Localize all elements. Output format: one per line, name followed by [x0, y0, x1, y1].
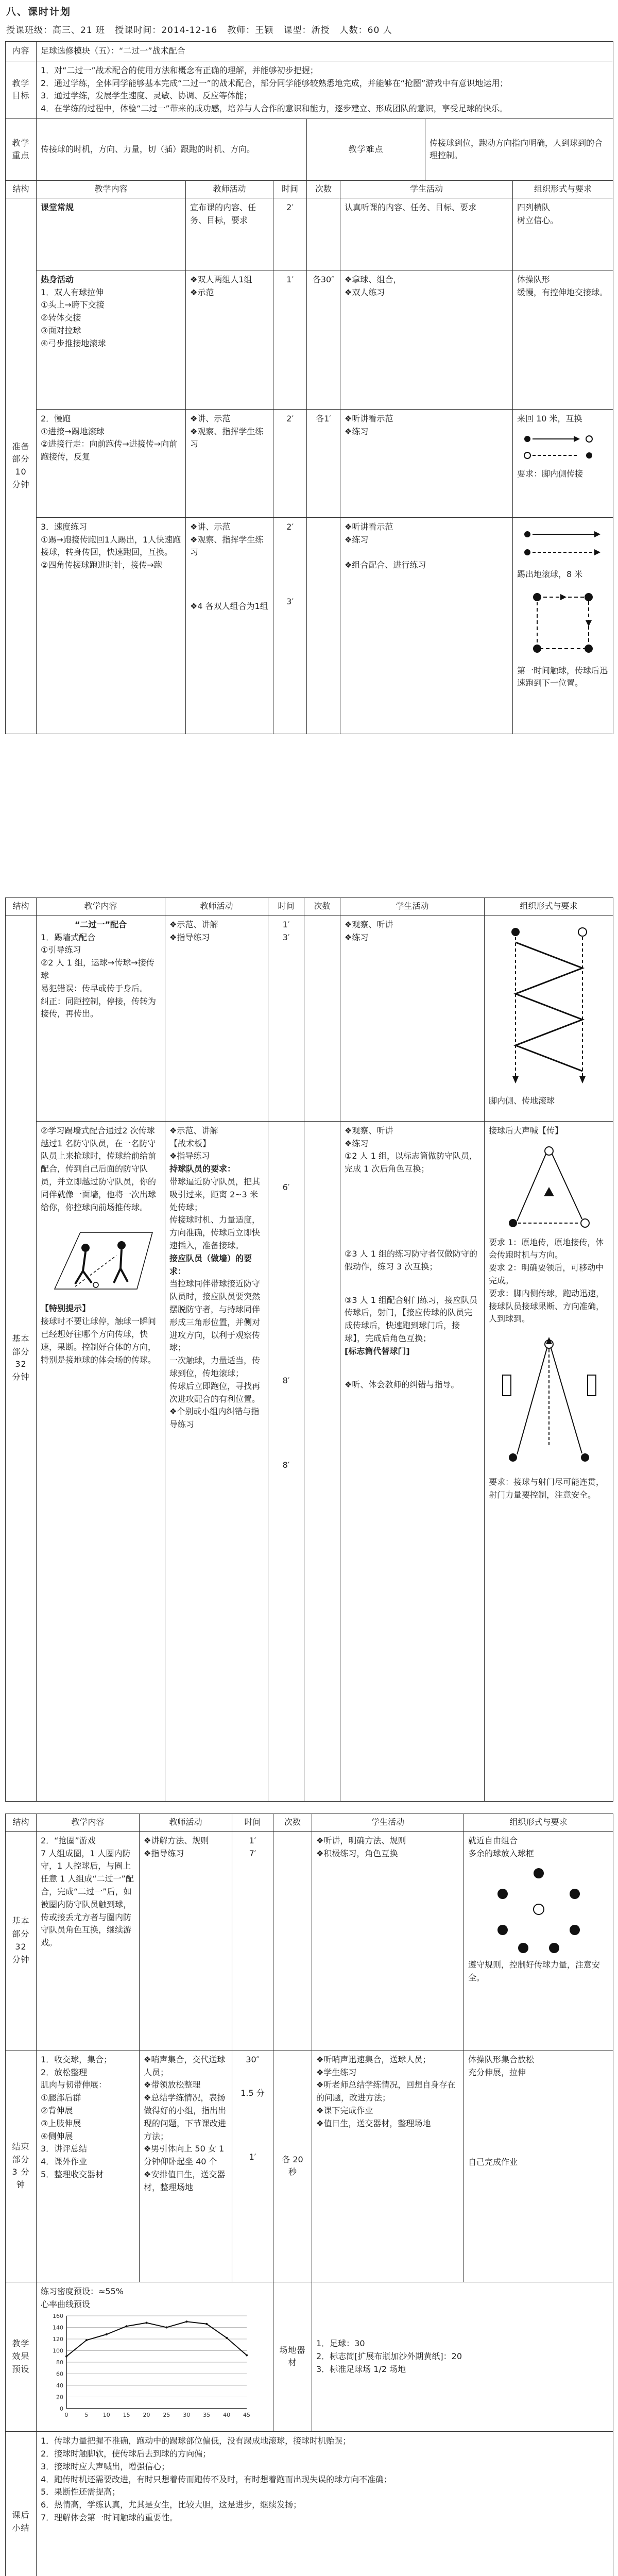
game-org-top: 就近自由组合 多余的球放入球框 — [468, 1835, 535, 1858]
basic-time-1 — [268, 915, 304, 1121]
ball-marker — [93, 1282, 98, 1287]
jog-org-note2: 要求：脚内侧传接 — [517, 468, 583, 479]
x-tick-label: 5 — [84, 2412, 89, 2419]
end-org-2: 自己完成作业 — [468, 2157, 518, 2167]
basic-head: “二过一”配合 — [74, 919, 127, 929]
end-time — [232, 2050, 273, 2282]
basic-time-1b: 3′ — [282, 932, 290, 942]
shooting-diagram — [497, 1329, 600, 1473]
heart-rate-point — [185, 2321, 187, 2323]
student2-d: ②3 人 1 组的练习防守者仅做防守的假动作，练习 3 次互换； — [345, 1248, 477, 1272]
routine-teacher: 宣布课的内容、任务、目标，要求 — [186, 198, 273, 270]
basic-row-2 — [6, 1121, 613, 1801]
routine-student: 认真听课的内容、任务、目标、要求 — [340, 198, 513, 270]
speed-teacher-1: ❖讲、示范 ❖观察、指挥学生练习 — [190, 521, 264, 557]
defender-marker — [544, 1187, 554, 1196]
player-marker — [497, 1925, 508, 1935]
end-time-3: 1′ — [249, 2152, 256, 2162]
player-marker — [524, 436, 530, 442]
heart-rate-point — [226, 2337, 228, 2339]
speed-time-1: 2′ — [286, 521, 294, 532]
teacher2-f: 传接球时机、力量适度，方向准确，传球后立即快速插入，准备接球。 — [169, 1215, 261, 1250]
teacher2-c: ❖指导练习 — [169, 1151, 210, 1161]
game-student: ❖听讲，明确方法、规则 ❖积极练习，角色互换 — [312, 1831, 464, 2050]
arrow-head — [579, 1076, 586, 1083]
speed-org — [513, 517, 613, 734]
basic-student-2 — [340, 1121, 485, 1801]
basic-content-2 — [37, 1121, 165, 1801]
heart-rate-point — [165, 2327, 167, 2329]
end-label: 结束部分 3 分钟 — [6, 2050, 37, 2282]
player-marker — [533, 645, 541, 653]
x-tick-label: 25 — [163, 2412, 170, 2419]
speed-time — [273, 517, 307, 734]
player-marker — [511, 928, 520, 936]
goal-frame — [503, 1375, 511, 1396]
pass-line — [517, 1154, 546, 1221]
student2-g: ❖听、体会教师的纠错与指导。 — [345, 1379, 459, 1389]
x-tick-label: 30 — [183, 2412, 191, 2419]
game-time-2: 7′ — [249, 1848, 256, 1858]
player-leg — [75, 1271, 83, 1284]
warm-org: 体操队形 缓慢，有控伸地交接球。 — [513, 270, 613, 409]
speed-teacher — [186, 517, 273, 734]
warm-row — [6, 270, 613, 409]
end-student: ❖听哨声迅速集合，送球人员； ❖学生练习 ❖听老师总结学练情况，回想自身存在的问题，改进方法； ❖课下完成作业 ❖值日生，送交器材，整理场地 — [312, 2050, 464, 2282]
basic-time-2b: 8′ — [282, 1375, 290, 1385]
teacher2-a: ❖示范、讲解 — [169, 1125, 218, 1136]
basic-steps: ①引导练习 ②2 人 1 组，运球→传球→接传球 易犯错误：传早或传于身后。 纠正：同距控制，停接，传转为接传，再传出。 — [41, 945, 157, 1019]
pass-line — [552, 1154, 582, 1219]
org2-req2: 要求 2：明确要领后，可移动中完成。 — [489, 1263, 604, 1285]
player-leg — [121, 1268, 128, 1282]
basic-time-2a: 6′ — [282, 1182, 290, 1192]
plan-table-2 — [5, 897, 613, 1802]
summary-list — [37, 2432, 613, 2576]
pitch-area — [55, 1232, 152, 1289]
warm-content — [37, 270, 186, 409]
venue-label: 场地器材 — [273, 2282, 312, 2431]
summary-item: 2．接球时触脚软，使传球后去到球的方向偏； — [41, 2448, 211, 2459]
end-time-2: 1.5 分 — [241, 2088, 265, 2098]
heart-rate-point — [126, 2326, 128, 2328]
basic-student-1: ❖观察、听讲 ❖练习 — [340, 915, 485, 1121]
game-org-bottom: 遵守规则，控制好传球力量，注意安全。 — [468, 1960, 600, 1983]
teacher2-e: 带球逼近防守队员，把其吸引过来，距离 2~3 米处传球； — [169, 1176, 261, 1212]
goal-row — [6, 61, 613, 118]
basic-time-1a: 1′ — [282, 919, 290, 929]
col-time: 时间 — [273, 180, 307, 198]
player-body — [83, 1252, 85, 1271]
jog-count: 各1′ — [307, 409, 340, 517]
col-teacher: 教师活动 — [186, 180, 273, 198]
speed-org-note2: 第一时间触球，传球后迅速跑到下一位置。 — [517, 665, 608, 688]
goal-item: 4．在学练的过程中，体验“二过一”带来的成功感，培养与人合作的意识和能力，逐步建立、形成团队的意识，享受足球的快乐。 — [41, 104, 508, 114]
game-time-1: 1′ — [249, 1835, 256, 1845]
defender-marker — [534, 1904, 544, 1914]
teacher2-h: 当控球同伴带球接近防守队员时，接应队员要突然摆脱防守者，与持球同伴形成三角形位置，并侧对进攻方向，以利于观察传球； — [169, 1279, 261, 1353]
player-marker — [581, 1453, 589, 1462]
y-tick-label: 120 — [53, 2336, 63, 2343]
y-tick-label: 140 — [53, 2324, 63, 2331]
end-org-1: 体操队形集合放松 充分伸展，拉伸 — [468, 2054, 535, 2077]
warm-title: 热身活动 — [41, 274, 74, 284]
arrow-head — [512, 1076, 519, 1083]
col-time: 时间 — [268, 898, 304, 916]
warm-student: ❖拿球、组合， ❖双人练习 — [340, 270, 513, 409]
col-org: 组织形式与要求 — [464, 1814, 613, 1832]
end-teacher: ❖哨声集合，交代送球人员； ❖带领放松整理 ❖总结学练情况，表扬做得好的小组，指出出现的问题，下节课改进方法； ❖男引体向上 50 女 1 分钟仰卧起坐 40 个 ❖安排值日生，送交器材，整理场地 — [140, 2050, 232, 2282]
player-marker — [518, 1943, 528, 1953]
summary-item: 1．传球力量把握不准确，跑动中的踢球部位偏低，没有踢成地滚球，接球时机贻误； — [41, 2436, 351, 2446]
pass-zigzag — [516, 942, 582, 1071]
basic-time-2c: 8′ — [282, 1460, 290, 1470]
square-diagram — [524, 584, 602, 662]
x-tick-label: 45 — [243, 2412, 250, 2419]
zigzag-diagram — [500, 922, 598, 1092]
jog-time: 2′ — [273, 409, 307, 517]
player-marker — [509, 1219, 517, 1227]
effect-label: 教学效果预设 — [6, 2282, 37, 2431]
x-tick-label: 15 — [123, 2412, 130, 2419]
summary-item: 4．跑传时机还需要改进，有时只想着传而跑传不及时，有时想着跑而出现失误的球方向不准确； — [41, 2474, 392, 2484]
col-count: 次数 — [307, 180, 340, 198]
diff-label: 教学难点 — [307, 118, 425, 180]
player-marker — [570, 1925, 580, 1935]
speed-org-note: 踢出地滚球，8 米 — [517, 569, 583, 579]
end-row — [6, 2050, 613, 2282]
heart-rate-point — [85, 2340, 88, 2342]
org2-req4: 要求：接球与射门尽可能连贯，射门力量要控制，注意安全。 — [489, 1477, 605, 1500]
game-org — [464, 1831, 613, 2050]
equipment-list: 1．足球：30 2．标志筒[扩展布瓶加沙外期黄纸]：20 3．标准足球场 1/2 场地 — [312, 2282, 613, 2431]
col-content: 教学内容 — [37, 898, 165, 916]
teacher2-j: 传球后立即跑位，寻找再次进攻配合的有利位置。 — [169, 1381, 261, 1404]
warm-time: 1′ — [273, 270, 307, 409]
teacher2-i: 一次触球，力量适当，传球到位，传地滚球； — [169, 1355, 261, 1378]
goal-frame — [588, 1375, 596, 1396]
goal-item: 3．通过学练，发展学生速度、灵敏、协调、反应等体能； — [41, 91, 252, 101]
y-tick-label: 60 — [56, 2370, 63, 2378]
player-marker — [581, 1219, 589, 1227]
key-label: 教学重点 — [6, 118, 37, 180]
summary-item: 5．果断性还需提高； — [41, 2487, 121, 2497]
goal-item: 2．通过学练，全体同学能够基本完成“二过一”的战术配合，部分同学能够较熟悉地完成，并能够在“抢圈”游戏中有意识地运用； — [41, 78, 508, 88]
player-marker — [570, 1889, 580, 1899]
game-content: 2．“抢圈”游戏 7 人组成圈，1 人圈内防守，1 人控球后，与圈上任意 1 人组成“二过一”配合，完成“二过一”后，如被圈内防守队员触到球，传或接丢尤方者与圈内防守队员角色互换，继续游戏。 — [37, 1831, 140, 2050]
column-header-row — [6, 898, 613, 916]
prep-label: 准备部分 10 分钟 — [6, 198, 37, 734]
basic-row-1 — [6, 915, 613, 1121]
effect-row — [6, 2282, 613, 2431]
warm-teacher: ❖双人两组人1组 ❖示范 — [186, 270, 273, 409]
player-marker — [586, 452, 592, 459]
x-tick-label: 20 — [143, 2412, 150, 2419]
diff-value: 传接球到位，跑动方向指向明确，人到球到的合理控制。 — [425, 118, 613, 180]
col-teacher: 教师活动 — [165, 898, 268, 916]
ball-marker — [586, 436, 592, 442]
game-row — [6, 1831, 613, 2050]
org2-req3: 要求：脚内侧传球，跑动迅速，接球队员接球果断、方向准确，人到球到。 — [489, 1288, 605, 1324]
org2-req1: 要求 1：原地传，原地接传，体会传跑时机与方向。 — [489, 1237, 604, 1260]
plan-table-1 — [5, 41, 613, 734]
x-tick-label: 10 — [102, 2412, 110, 2419]
basic-intro — [37, 915, 165, 1121]
player-marker — [585, 593, 593, 601]
content-label: 内容 — [6, 42, 37, 61]
speed-row — [6, 517, 613, 734]
arrow-head — [586, 620, 592, 626]
game-teacher: ❖讲解方法、规则 ❖指导练习 — [140, 1831, 232, 2050]
col-count: 次数 — [273, 1814, 312, 1832]
kick-run-diagram — [517, 524, 610, 565]
pass-line — [517, 1348, 547, 1454]
student2-c: ①2 人 1 组，以标志筒做防守队员，完成 1 次后角色互换； — [345, 1151, 477, 1174]
basic-teacher-2 — [165, 1121, 268, 1801]
key-row — [6, 118, 613, 180]
arrow-head — [594, 549, 600, 555]
teacher2-b: 【战术板】 — [169, 1138, 211, 1148]
col-org: 组织形式与要求 — [513, 180, 613, 198]
student2-e: ③3 人 1 组配合射门练习，接应队员传球后，射门，【接应传球的队员完成传球后，快速跑到球门后，接球】，完成后角色互换； — [345, 1295, 477, 1343]
content-value: 足球选修模块（五）：“二过一”战术配合 — [37, 42, 613, 61]
player-marker — [524, 549, 530, 555]
col-structure: 结构 — [6, 1814, 37, 1832]
player-marker — [497, 1889, 508, 1899]
speed-student: ❖听讲看示范 ❖练习 ❖组合配合、进行练习 — [340, 517, 513, 734]
y-tick-label: 20 — [56, 2394, 63, 2401]
col-student: 学生活动 — [312, 1814, 464, 1832]
player-marker — [545, 1147, 553, 1155]
col-student: 学生活动 — [340, 180, 513, 198]
plan-table-3 — [5, 1814, 613, 2576]
density-text: 练习密度预设：≈55% — [41, 2286, 124, 2296]
player-marker — [534, 1868, 544, 1878]
basic-org-1 — [485, 915, 613, 1121]
basic-content-2-text: ②学习踢墙式配合通过2 次传球越过1 名防守队员，在一名防守队员上来抢球时，传球给前给前配合，传到自己后面的防守队员，并立即越过防守队员，你的同伴就像一面墙，他将一次出球给你，你控球向前场推传球。 — [41, 1125, 157, 1212]
summary-row — [6, 2432, 613, 2576]
arrow-head — [594, 531, 600, 537]
heart-rate-point — [246, 2354, 248, 2357]
basic-sub: 1．踢墙式配合 — [41, 932, 96, 942]
end-time-1: 30″ — [246, 2054, 260, 2064]
player-marker — [524, 531, 530, 537]
key-value: 传接球的时机，方向、力量，切（插）跟跑的时机、方向。 — [37, 118, 307, 180]
player-marker — [549, 1943, 559, 1953]
end-org — [464, 2050, 613, 2282]
x-tick-label: 35 — [203, 2412, 211, 2419]
column-header-row — [6, 1814, 613, 1832]
heart-rate-point — [65, 2355, 67, 2358]
basic-label: 基本部分 32 分钟 — [6, 1831, 37, 2050]
player-marker — [533, 593, 541, 601]
pass-line — [551, 1348, 582, 1453]
col-teacher: 教师活动 — [140, 1814, 232, 1832]
summary-item: 7．理解体会第一时间触球的重要性。 — [41, 2512, 178, 2522]
teacher2-g: 接应队员（做墙）的要求： — [169, 1253, 252, 1276]
jog-org — [513, 409, 613, 517]
routine-content: 课堂常规 — [37, 198, 186, 270]
basic-org-2 — [485, 1121, 613, 1801]
player-body — [121, 1249, 122, 1268]
effect-chart-cell — [37, 2282, 273, 2431]
student2-b: ❖练习 — [345, 1138, 369, 1148]
col-content: 教学内容 — [37, 180, 186, 198]
goal-item: 1．对“二过一”战术配合的使用方法和概念有正确的理解，并能够初步把握； — [41, 65, 318, 75]
player-marker — [585, 645, 593, 653]
basic-teacher-1: ❖示范、讲解 ❖指导练习 — [165, 915, 268, 1121]
warm-items: 1．双人有球拉伸 ①头上→胯下交接 ②转体交接 ③面对拉球 ④弓步推接地滚球 — [41, 287, 106, 348]
x-tick-label: 40 — [223, 2412, 231, 2419]
jog-org-note: 来回 10 米，互换 — [517, 413, 582, 423]
pass-line — [75, 1256, 116, 1286]
jog-teacher: ❖讲、示范 ❖观察、指挥学生练习 — [186, 409, 273, 517]
wall-pass-illustration — [44, 1217, 158, 1299]
teacher2-k: ❖个别或小组内纠错与指导练习 — [169, 1406, 260, 1430]
col-content: 教学内容 — [37, 1814, 140, 1832]
goal-label: 教学目标 — [6, 61, 37, 118]
student2-f: [标志筒代替球门] — [345, 1346, 410, 1356]
jog-diagram — [517, 429, 610, 465]
student2-a: ❖观察、听讲 — [345, 1125, 393, 1136]
class-meta: 授课班级：高三、21 班 授课时间：2014-12-16 教师：王颖 课型：新授 人数：60 人 — [6, 25, 392, 36]
col-student: 学生活动 — [340, 898, 485, 916]
routine-time: 2′ — [273, 198, 307, 270]
circle-game-diagram — [482, 1863, 595, 1956]
summary-item: 6．热情高，学练认真，尤其是女生，比较大胆，这是进步，继续发扬； — [41, 2500, 302, 2510]
routine-row — [6, 198, 613, 270]
heart-rate-point — [205, 2323, 208, 2325]
run-square — [537, 597, 589, 649]
summary-item: 3．接球时应大声喊出，增强信心； — [41, 2461, 170, 2471]
y-tick-label: 80 — [56, 2359, 63, 2366]
end-count: 各 20 秒 — [273, 2050, 312, 2282]
jog-row — [6, 409, 613, 517]
end-content: 1．收交球，集合； 2．放松整理 肌肉与韧带伸展： ①腿部后群 ②背伸展 ③上肢伸展 ④侧伸展 3．讲评总结 4．课外作业 5．整理收交器材 — [37, 2050, 140, 2282]
speed-time-2: 3′ — [286, 596, 294, 606]
player-leg — [114, 1268, 121, 1283]
y-tick-label: 0 — [60, 2405, 63, 2413]
col-structure: 结构 — [6, 898, 37, 916]
heart-rate-chart — [41, 2311, 257, 2424]
warm-count: 各30″ — [307, 270, 340, 409]
y-tick-label: 100 — [53, 2347, 63, 2354]
special-title: 【特别提示】 — [41, 1303, 91, 1314]
arrow-head — [574, 436, 580, 442]
col-structure: 结构 — [6, 180, 37, 198]
speed-teacher-2: ❖4 各双人组合为1组 — [190, 601, 268, 612]
content-row — [6, 42, 613, 61]
player-marker — [578, 928, 587, 936]
jog-content: 2．慢跑 ①进接→踢地滚球 ②进接行走：向前跑传→进接传→向前跑接传，反复 — [37, 409, 186, 517]
player-marker — [509, 1453, 517, 1462]
basic-org-1-note: 脚内侧、传地滚球 — [489, 1095, 555, 1106]
heart-rate-point — [146, 2322, 148, 2324]
arrow-head — [560, 594, 566, 600]
summary-label: 课后小结 — [6, 2432, 37, 2576]
routine-org: 四列横队 树立信心。 — [513, 198, 613, 270]
y-tick-label: 40 — [56, 2382, 63, 2389]
col-org: 组织形式与要求 — [485, 898, 613, 916]
section-title: 八、课时计划 — [6, 6, 72, 18]
hr-title: 心率曲线预设 — [41, 2299, 91, 2309]
speed-content: 3．速度练习 ①踢→跑接传跑回1人踢出，1人快速跑接球，转身传回，快速跑回，互换。 ②四角传接球跑进时针，接传→跑 — [37, 517, 186, 734]
special-text: 接球时不要让球停，触球一瞬间已经想好往哪个方向传球，快速，果断。控制好合体的方向，特别是接地球的体会场的传球。 — [41, 1316, 157, 1365]
teacher2-d: 持球队员的要求： — [169, 1164, 236, 1174]
column-header-row — [6, 180, 613, 198]
player-marker — [524, 452, 530, 459]
col-count: 次数 — [304, 898, 340, 916]
player-head — [81, 1244, 90, 1252]
game-time — [232, 1831, 273, 2050]
player-head — [117, 1241, 126, 1249]
org2-call: 接球后大声喊【传】 — [489, 1125, 563, 1136]
y-tick-label: 160 — [53, 2313, 63, 2320]
jog-student: ❖听讲看示范 ❖练习 — [340, 409, 513, 517]
col-time: 时间 — [232, 1814, 273, 1832]
triangle-diagram — [497, 1141, 600, 1233]
x-tick-label: 0 — [64, 2412, 68, 2419]
heart-rate-point — [106, 2333, 108, 2335]
goal-list — [37, 61, 613, 118]
basic-label: 基本部分 32 分钟 — [6, 915, 37, 1801]
basic-time-2 — [268, 1121, 304, 1801]
